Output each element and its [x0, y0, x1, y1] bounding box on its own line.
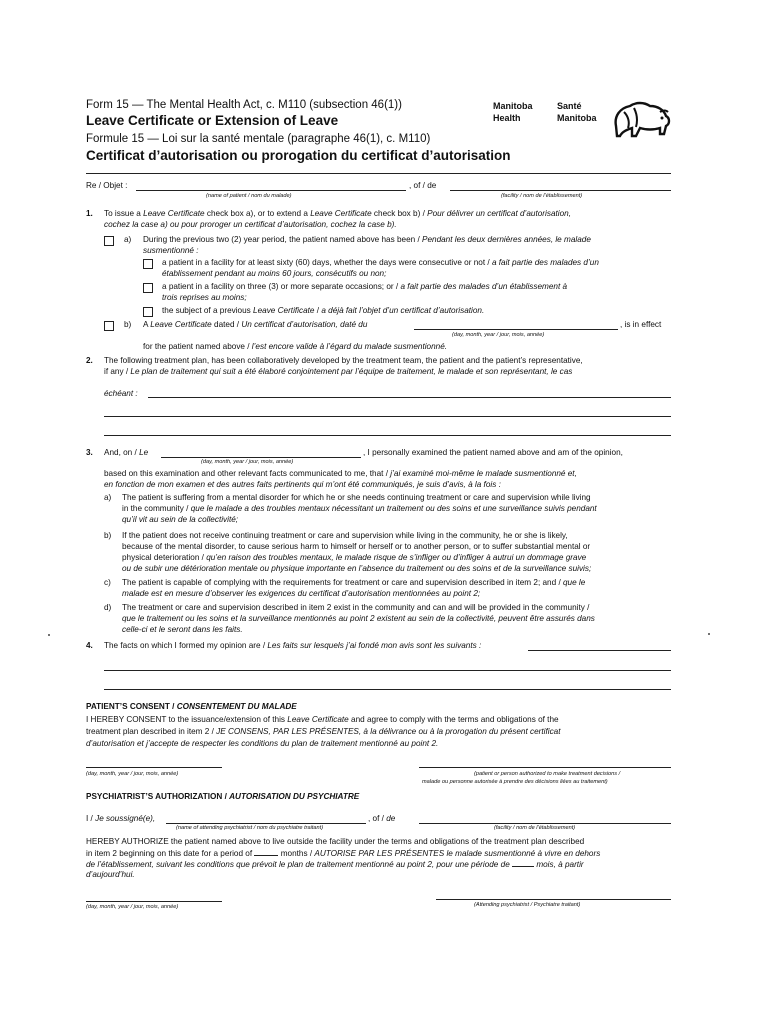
item-3b-text: If the patient does not receive continuing treatment or care and supervision while living in the community, he or she is likely, [122, 531, 568, 540]
patient-name-field[interactable] [136, 190, 406, 191]
form-title-fr: Certificat d’autorisation ou prorogation du certificat d’autorisation [86, 148, 511, 163]
item-3a-letter: a) [104, 493, 112, 502]
authorize-text-2: in item 2 beginning on this date for a period of months / AUTORISE PAR LES PRÉSENTES le malade susmentionné à vivre en dehors [86, 849, 601, 858]
item-2-text-2: if any / Le plan de traitement qui suit a été élaboré conjointement par l’équipe de traitement, le malade et son représentant, le cas [104, 367, 573, 376]
psychiatrist-i-label: I / Je soussigné(e), [86, 814, 156, 823]
psychiatrist-facility-caption: (facility / nom de l’établissement) [494, 825, 576, 831]
examination-date-caption: (day, month, year / jour, mois, année) [201, 459, 294, 465]
item-4-number: 4. [86, 641, 93, 650]
patient-name-caption: (name of patient / nom du malade) [206, 193, 292, 199]
facts-line-3[interactable] [104, 689, 671, 690]
option-1-text-fr: établissement pendant au moins 60 jours, consécutifs ou non; [162, 269, 387, 278]
item-3b-text-3: physical deterioration / qu’en raison des troubles mentaux, le malade risque de s’infliger ou d’infliger à autrui un dommage grave [122, 553, 587, 562]
psychiatrist-authorization-heading: PSYCHIATRIST’S AUTHORIZATION / AUTORISATION DU PSYCHIATRE [86, 792, 360, 801]
item-3c-text: The patient is capable of complying with the requirements for treatment or care and supervision described in item 2; and / que le [122, 578, 586, 587]
form-number-en: Form 15 — The Mental Health Act, c. M110 (subsection 46(1)) [86, 99, 402, 111]
item-1-intro-fr: cochez la case a) ou pour proroger un certificat d’autorisation, cochez la case b). [104, 220, 397, 229]
item-3-number: 3. [86, 448, 93, 457]
psychiatrist-name-field[interactable] [166, 823, 366, 824]
item-3a-text-2: in the community / que le malade a des troubles mentaux nécessitant un traitement ou des soins et une surveillance suivis pendant [122, 504, 597, 513]
item-3d-text-fr: que le traitement ou les soins et la surveillance mentionnés au point 2 existent au sein de la collectivité, peuvent être assurés dans [122, 614, 595, 623]
treatment-plan-line-3[interactable] [104, 435, 671, 436]
bison-logo-icon [610, 100, 672, 146]
item-3d-text: The treatment or care and supervision described in item 2 exist in the community and can and will be provided in the community / [122, 603, 590, 612]
facility-caption: (facility / nom de l’établissement) [501, 193, 583, 199]
agency-name-fr: Santé Manitoba [557, 101, 597, 123]
option-2-text: a patient in a facility on three (3) or more separate occasions; or / a fait partie des malades d’un établissement à [162, 282, 568, 291]
item-1b-text: A Leave Certificate dated / Un certificat d’autorisation, daté du [143, 320, 368, 329]
consent-date-caption: (day, month, year / jour, mois, année) [86, 771, 179, 777]
item-1a-letter: a) [124, 235, 132, 244]
scan-speck [48, 634, 50, 636]
checkbox-a-option-2[interactable] [143, 283, 153, 293]
psychiatrist-name-caption: (name of attending psychiatrist / nom du psychiatre traitant) [176, 825, 324, 831]
item-3-and-on: And, on / Le [104, 448, 149, 457]
item-1a-text: During the previous two (2) year period, the patient named above has been / Pendant les deux dernières années, le malade [143, 235, 591, 244]
checkbox-a-option-1[interactable] [143, 259, 153, 269]
agency-name-en: Manitoba Health [493, 101, 533, 123]
item-3b-text-fr: ou de subir une détérioration mentale ou physique importante en l’absence du traitement ou des soins et de la surveillance suivis; [122, 564, 592, 573]
re-of-label: , of / de [409, 181, 437, 190]
item-1b-continued: for the patient named above / l’est encore valide à l’égard du malade susmentionné. [143, 342, 448, 351]
item-1-number: 1. [86, 209, 93, 218]
item-3b-text-2: because of the mental disorder, to cause serious harm to himself or herself or to another person, or to suffer substantial mental or [122, 542, 591, 551]
psychiatrist-facility-field[interactable] [419, 823, 671, 824]
leave-certificate-date-field[interactable] [414, 329, 618, 330]
re-label: Re / Objet : [86, 181, 128, 190]
item-3-based: based on this examination and other relevant facts communicated to me, that / j’ai examiné moi-même le malade susmentionné et, [104, 469, 577, 478]
psychiatrist-signature-field[interactable] [436, 899, 671, 900]
authorization-date-caption: (day, month, year / jour, mois, année) [86, 904, 179, 910]
item-3c-text-fr: malade est en mesure d’observer les exigences du certificat d’autorisation mentionnées au point 2; [122, 589, 481, 598]
authorize-text-1: HEREBY AUTHORIZE the patient named above to live outside the facility under the terms and obligations of the treatment plan described [86, 837, 585, 846]
psychiatrist-of-label: , of / de [368, 814, 396, 823]
patient-signature-caption-2: malade ou personne autorisée à prendre des décisions liées au traitement) [422, 779, 608, 785]
item-1b-end: , is in effect [620, 320, 662, 329]
scan-speck [708, 633, 710, 635]
treatment-plan-line-2[interactable] [104, 416, 671, 417]
leave-months-field-fr[interactable] [512, 858, 534, 867]
item-3d-letter: d) [104, 603, 112, 612]
facts-line-1[interactable] [528, 650, 671, 651]
facility-field[interactable] [450, 190, 671, 191]
consent-date-field[interactable] [86, 767, 222, 768]
item-3c-letter: c) [104, 578, 111, 587]
option-3-text: the subject of a previous Leave Certificate / a déjà fait l’objet d’un certificat d’autorisation. [162, 306, 485, 315]
checkbox-b[interactable] [104, 321, 114, 331]
consent-text-3: d’autorisation et j’accepte de respecter les conditions du plan de traitement mentionné au point 2. [86, 739, 439, 748]
form-number-fr: Formule 15 — Loi sur la santé mentale (paragraphe 46(1), c. M110) [86, 133, 431, 145]
header-divider [86, 173, 671, 174]
item-3a-text-fr: qu’il vit au sein de la collectivité; [122, 515, 239, 524]
examination-date-field[interactable] [161, 457, 361, 458]
checkbox-a[interactable] [104, 236, 114, 246]
item-3-examined: , I personally examined the patient named above and am of the opinion, [363, 448, 623, 457]
leave-months-field[interactable] [254, 847, 278, 856]
patient-signature-field[interactable] [419, 767, 671, 768]
facts-line-2[interactable] [104, 670, 671, 671]
item-3-based-fr: en fonction de mon examen et des autres faits pertinents qui m’ont été communiqués, je suis d’avis, à la fois : [104, 480, 501, 489]
checkbox-a-option-3[interactable] [143, 307, 153, 317]
item-1a-text-fr: susmentionné : [143, 246, 199, 255]
item-4-text: The facts on which I formed my opinion are / Les faits sur lesquels j’ai fondé mon avis sont les suivants : [104, 641, 482, 650]
form-title-en: Leave Certificate or Extension of Leave [86, 113, 339, 128]
item-3b-letter: b) [104, 531, 112, 540]
psychiatrist-signature-caption: (Attending psychiatrist / Psychiatre traitant) [474, 902, 581, 908]
consent-text-2: treatment plan described in item 2 / JE CONSENS, PAR LES PRÉSENTES, à la délivrance ou à la prorogation du présent certificat [86, 727, 561, 736]
item-1b-letter: b) [124, 320, 132, 329]
item-2-number: 2. [86, 356, 93, 365]
consent-text-1: I HEREBY CONSENT to the issuance/extension of this Leave Certificate and agree to comply with the terms and obligations of the [86, 715, 559, 724]
item-2-text-fr: échéant : [104, 389, 138, 398]
authorization-date-field[interactable] [86, 901, 222, 902]
patient-consent-heading: PATIENT’S CONSENT / CONSENTEMENT DU MALADE [86, 702, 297, 711]
item-1-intro: To issue a Leave Certificate check box a), or to extend a Leave Certificate check box b) / Pour délivrer un certificat d’autorisation, [104, 209, 571, 218]
item-2-text: The following treatment plan, has been collaboratively developed by the treatment team, the patient and the patient’s representative, [104, 356, 583, 365]
item-3d-text-fr-2: celle-ci et le seront dans les faits. [122, 625, 243, 634]
authorize-text-3: de l’établissement, suivant les conditions que prévoit le plan de traitement mentionné au point 2, pour une période de mois, à partir [86, 860, 584, 869]
item-3a-text: The patient is suffering from a mental disorder for which he or she needs continuing treatment or care and supervision while living [122, 493, 591, 502]
treatment-plan-line-1[interactable] [148, 397, 671, 398]
leave-date-caption: (day, month, year / jour, mois, année) [452, 332, 545, 338]
authorize-text-4: d’aujourd’hui. [86, 870, 135, 879]
option-1-text: a patient in a facility for at least sixty (60) days, whether the days were consecutive or not / a fait partie des malades d’un [162, 258, 599, 267]
patient-signature-caption: (patient or person authorized to make treatment decisions / [474, 771, 621, 777]
option-2-text-fr: trois reprises au moins; [162, 293, 247, 302]
